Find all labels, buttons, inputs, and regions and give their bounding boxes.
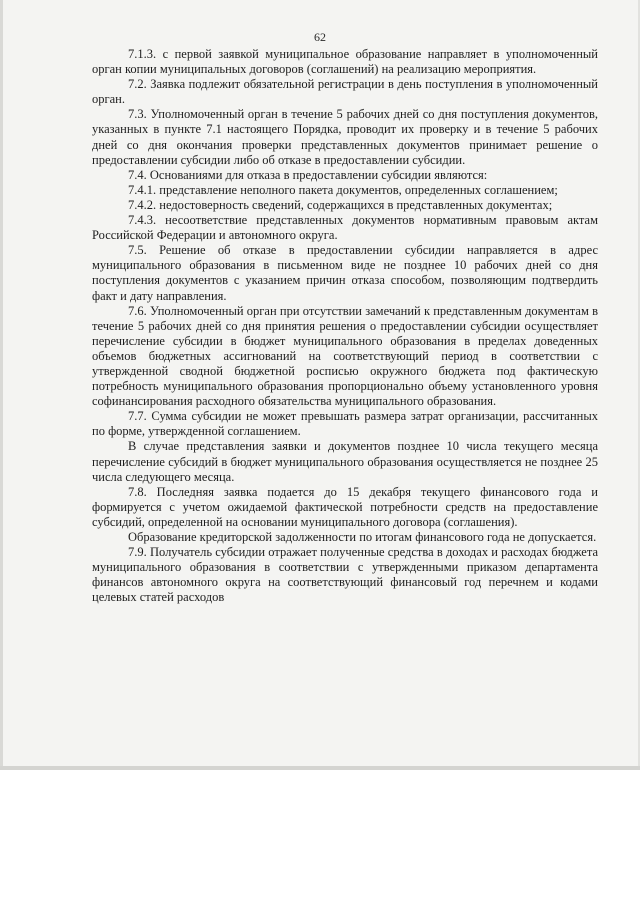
- paragraph-7-7-late-submission: В случае представления заявки и документов позднее 10 числа текущего месяца перечисление субсидий в бюджет муниципального образования осуществляется не позднее 25 числа следующего месяца.: [92, 439, 598, 484]
- paragraph-7-6: 7.6. Уполномоченный орган при отсутствии замечаний к представленным документам в течение 5 рабочих дней со дня принятия решения о предоставлении субсидии осуществляет перечисление субсидии в бюджет муниципального образования в пределах доведенных объемов бюджетных ассигнований на соответствующий период в соответствии с утвержденной сводной бюджетной росписью окружного бюджета под фактическую потребность муниципального образования пропорционально объему установленного уровня софинансирования расходного обязательства муниципального образования.: [92, 303, 598, 409]
- paragraph-7-9: 7.9. Получатель субсидии отражает полученные средства в доходах и расходах бюджета муниципального образования в соответствии с утвержденными приказом департамента финансов автономного округа на соответствующий финансовый год перечнем и кодами целевых статей расходов: [92, 545, 598, 605]
- scan-edge-bottom: [0, 766, 640, 770]
- paragraph-7-4-3: 7.4.3. несоответствие представленных документов нормативным правовым актам Российской Федерации и автономного округа.: [92, 213, 598, 243]
- document-body: [92, 47, 598, 605]
- paragraph-7-7: 7.7. Сумма субсидии не может превышать размера затрат организации, рассчитанных по форме, утвержденной соглашением.: [92, 409, 598, 439]
- paragraph-7-4-1: 7.4.1. представление неполного пакета документов, определенных соглашением;: [128, 182, 558, 197]
- paragraph-7-4-2: 7.4.2. недостоверность сведений, содержащихся в представленных документах;: [128, 197, 553, 212]
- page-number: 62: [314, 30, 326, 44]
- paragraph-7-8-no-arrears: Образование кредиторской задолженности по итогам финансового года не допускается.: [128, 530, 597, 544]
- paragraph-7-8: 7.8. Последняя заявка подается до 15 декабря текущего финансового года и формируется с учетом ожидаемой фактической потребности средств на предоставление субсидий, определенной на основании муниципального договора (соглашения).: [92, 484, 598, 529]
- paragraph-7-5: 7.5. Решение об отказе в предоставлении субсидии направляется в адрес муниципального образования в письменном виде не позднее 10 рабочих дней со дня поступления документов с указанием причин отказа способом, позволяющим подтвердить факт и дату направления.: [92, 243, 598, 303]
- paragraph-7-1-3: 7.1.3. с первой заявкой муниципальное образование направляет в уполномоченный орган копии муниципальных договоров (соглашений) на реализацию мероприятия.: [92, 47, 598, 77]
- scan-edge-left: [0, 0, 3, 770]
- paragraph-7-2: 7.2. Заявка подлежит обязательной регистрации в день поступления в уполномоченный орган.: [92, 77, 598, 107]
- paragraph-7-4: 7.4. Основаниями для отказа в предоставлении субсидии являются:: [128, 167, 488, 182]
- paragraph-7-3: 7.3. Уполномоченный орган в течение 5 рабочих дней со дня поступления документов, указанных в пункте 7.1 настоящего Порядка, проводит их проверку и в течение 5 рабочих дней со дня окончания проверки представленных документов принимает решение о предоставлении субсидии либо об отказе в предоставлении субсидии.: [92, 107, 598, 167]
